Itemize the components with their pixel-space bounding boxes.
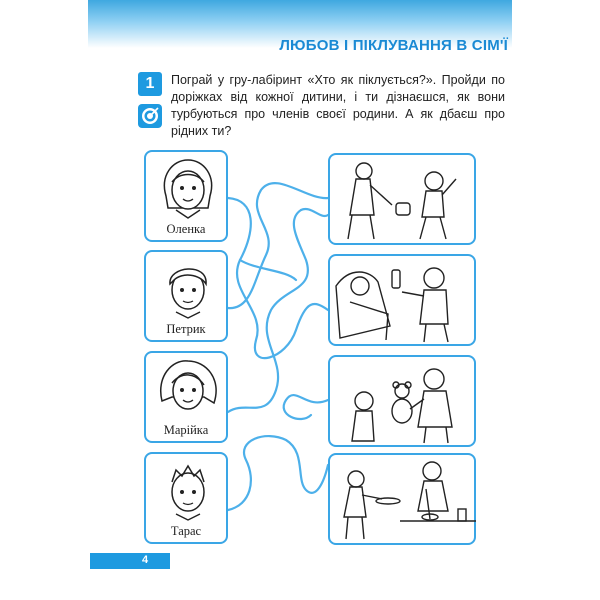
scene-card-carry-bag	[328, 153, 476, 245]
child-card-olenka	[144, 150, 228, 242]
child-card-petryk	[144, 250, 228, 342]
girl-face-icon	[152, 156, 224, 222]
scene-card-bring-medicine	[328, 254, 476, 346]
maze-path-olenka	[228, 198, 328, 358]
child-card-mariyka	[144, 351, 228, 443]
maze-path-taras	[228, 436, 328, 510]
helping-mother-illustration	[330, 155, 478, 247]
scene-card-set-table	[328, 453, 476, 545]
boy-face-icon	[152, 256, 224, 322]
scene-card-teddy-bear	[328, 355, 476, 447]
child-name: Оленка	[166, 222, 206, 236]
task-instruction: Пограй у гру-лабіринт «Хто як піклується?». Пройди по доріжках від кожної дитини, і ти дізнаєшся, як вони турбуються про членів своєї родини. А як дбаєш про рідних ти?	[171, 73, 505, 138]
page-number-bar	[90, 553, 170, 569]
page-number: 4	[142, 554, 149, 566]
girl-face-icon	[152, 357, 224, 423]
maze-paths	[226, 160, 332, 560]
playing-with-sibling-illustration	[330, 357, 478, 449]
child-name: Тарас	[170, 524, 202, 538]
section-title: ЛЮБОВ І ПІКЛУВАННЯ В СІМ'Ї	[279, 37, 508, 54]
boy-face-icon	[152, 458, 224, 524]
child-name: Петрик	[166, 322, 206, 336]
child-card-taras	[144, 452, 228, 544]
target-icon	[138, 104, 162, 128]
task-number-badge: 1	[138, 72, 162, 96]
setting-table-illustration	[330, 455, 478, 547]
caring-sick-grandma-illustration	[330, 256, 478, 348]
child-name: Марійка	[163, 423, 209, 437]
